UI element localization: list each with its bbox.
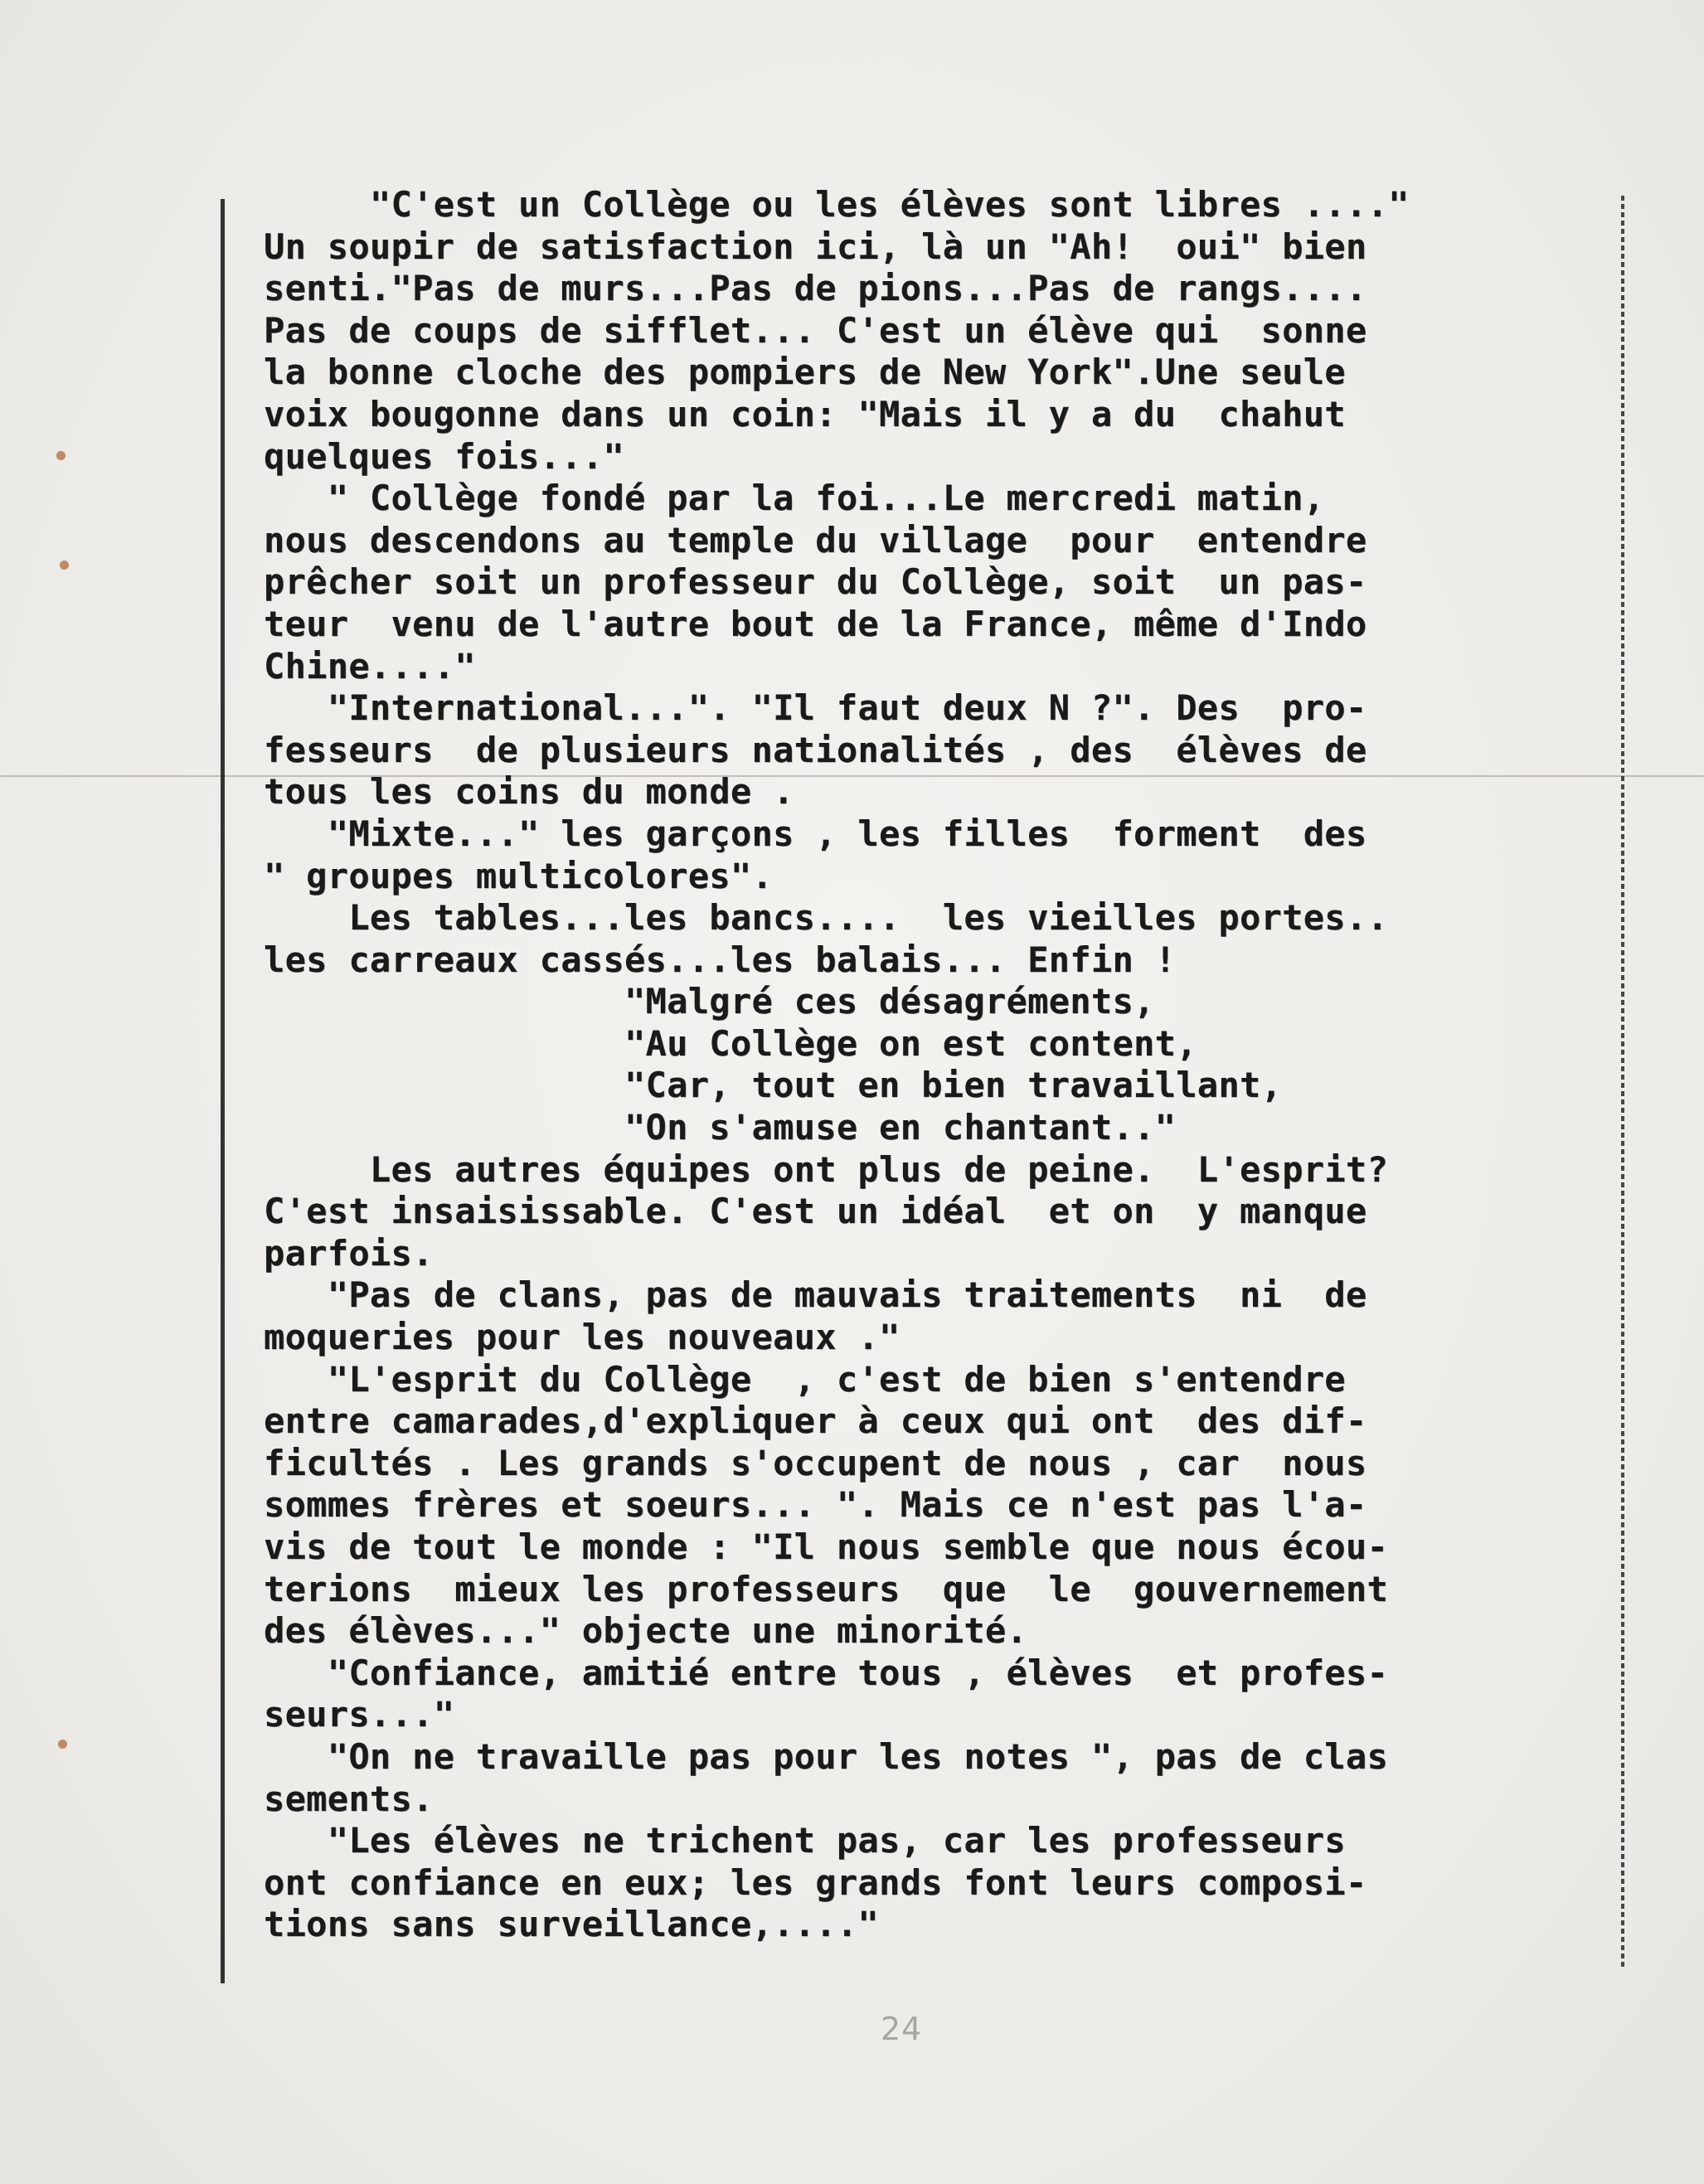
text-line: Les autres équipes ont plus de peine. L'esprit? bbox=[264, 1148, 1389, 1190]
page-number: 24 bbox=[881, 2011, 923, 2047]
text-line: "Malgré ces désagréments, bbox=[264, 981, 1155, 1022]
text-line: teur venu de l'autre bout de la France, même d'Indo bbox=[264, 603, 1367, 644]
text-line: "C'est un Collège ou les élèves sont libres ...." bbox=[264, 184, 1410, 225]
text-line: quelques fois..." bbox=[264, 435, 624, 477]
text-line: "On s'amuse en chantant.." bbox=[264, 1107, 1177, 1148]
right-margin-rule bbox=[1621, 196, 1624, 1970]
text-line: seurs..." bbox=[264, 1694, 455, 1735]
text-line: "On ne travaille pas pour les notes ", pas de clas bbox=[264, 1735, 1389, 1777]
text-line: "Confiance, amitié entre tous , élèves et profes- bbox=[264, 1652, 1389, 1693]
text-line: tions sans surveillance,...." bbox=[264, 1904, 879, 1945]
text-line: terions mieux les professeurs que le gouvernement bbox=[264, 1568, 1389, 1609]
text-line: " groupes multicolores". bbox=[264, 855, 774, 896]
text-line: "Pas de clans, pas de mauvais traitements ni de bbox=[264, 1274, 1367, 1316]
text-line: vis de tout le monde : "Il nous semble que nous écou- bbox=[264, 1526, 1389, 1567]
text-line: voix bougonne dans un coin: "Mais il y a du chahut bbox=[264, 393, 1346, 434]
text-line: "Les élèves ne trichent pas, car les professeurs bbox=[264, 1820, 1346, 1861]
text-line: "Mixte..." les garçons , les filles forment des bbox=[264, 813, 1367, 854]
text-line: nous descendons au temple du village pour entendre bbox=[264, 519, 1367, 561]
rust-spot bbox=[56, 451, 66, 460]
text-line: ficultés . Les grands s'occupent de nous , car nous bbox=[264, 1442, 1367, 1483]
text-line: "Car, tout en bien travaillant, bbox=[264, 1065, 1283, 1106]
text-line: Un soupir de satisfaction ici, là un "Ah! oui" bien bbox=[264, 226, 1367, 267]
text-line: "L'esprit du Collège , c'est de bien s'entendre bbox=[264, 1358, 1346, 1400]
rust-spot bbox=[60, 561, 69, 570]
text-line: parfois. bbox=[264, 1232, 434, 1274]
text-line: des élèves..." objecte une minorité. bbox=[264, 1610, 1028, 1652]
rust-spot bbox=[58, 1740, 67, 1749]
text-line: "Au Collège on est content, bbox=[264, 1022, 1197, 1064]
left-margin-rule bbox=[221, 199, 225, 1983]
text-line: "International...". "Il faut deux N ?". Des pro- bbox=[264, 687, 1367, 729]
text-line: la bonne cloche des pompiers de New York".Une seule bbox=[264, 352, 1346, 393]
text-line: prêcher soit un professeur du Collège, soit un pas- bbox=[264, 561, 1367, 603]
text-line: sements. bbox=[264, 1778, 434, 1819]
text-line: entre camarades,d'expliquer à ceux qui ont des dif- bbox=[264, 1400, 1367, 1442]
text-line: senti."Pas de murs...Pas de pions...Pas de rangs.... bbox=[264, 268, 1367, 309]
text-line: moqueries pour les nouveaux ." bbox=[264, 1317, 901, 1358]
text-line: " Collège fondé par la foi...Le mercredi matin, bbox=[264, 478, 1325, 519]
text-line: C'est insaisissable. C'est un idéal et on y manque bbox=[264, 1191, 1367, 1232]
text-line: tous les coins du monde . bbox=[264, 771, 794, 813]
text-line: Les tables...les bancs.... les vieilles portes.. bbox=[264, 897, 1389, 939]
text-line: ont confiance en eux; les grands font leurs composi- bbox=[264, 1861, 1367, 1903]
text-line: Chine...." bbox=[264, 645, 476, 687]
typed-text-block bbox=[264, 184, 1615, 1975]
text-line: sommes frères et soeurs... ". Mais ce n'est pas l'a- bbox=[264, 1484, 1367, 1526]
text-line: les carreaux cassés...les balais... Enfin ! bbox=[264, 939, 1177, 980]
text-line: fesseurs de plusieurs nationalités , des élèves de bbox=[264, 729, 1367, 770]
text-line: Pas de coups de sifflet... C'est un élève qui sonne bbox=[264, 309, 1367, 351]
